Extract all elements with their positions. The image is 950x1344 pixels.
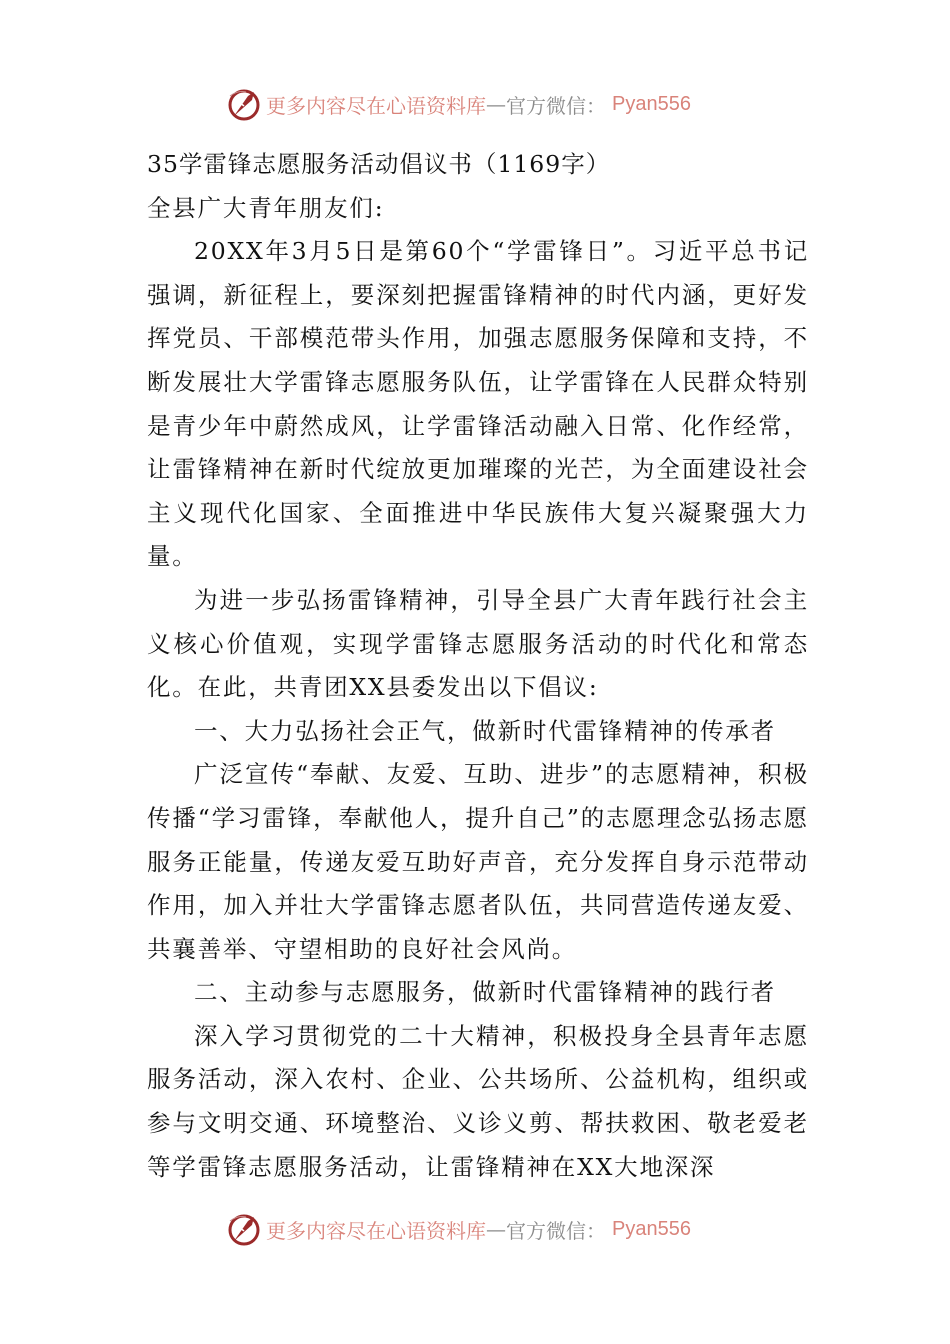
section-heading-1: 一、大力弘扬社会正气，做新时代雷锋精神的传承者 [194,716,776,745]
watermark-label: 官方微信： [506,93,606,118]
document-title: 35学雷锋志愿服务活动倡议书（1169字） [147,150,611,178]
paragraph-proposal: 为进一步弘扬雷锋精神，引导全县广大青年践行社会主义核心价值观，实现学雷锋志愿服务活动的时代化和常态化。在此，共青团XX县委发出以下倡议: [147,585,809,702]
watermark-wechat-id: Pyan556 [612,1217,691,1240]
salutation: 全县广大青年朋友们: [147,193,385,222]
quill-pen-logo-icon [226,86,262,122]
header-watermark [226,84,726,124]
paragraph-intro: 20XX年3月5日是第60个“学雷锋日”。习近平总书记强调，新征程上，要深刻把握雷锋精神的时代内涵，更好发挥党员、干部模范带头作用，加强志愿服务保障和支持，不断发展壮大学雷锋志愿服务队伍，让学雷锋在人民群众特别是青少年中蔚然成风，让学雷锋活动融入日常、化作经常，让雷锋精神在新时代绽放更加璀璨的光芒，为全面建设社会主义现代化国家、全面推进中华民族伟大复兴凝聚强大力量。 [147,237,809,571]
watermark-label: 官方微信： [506,1218,606,1243]
section-heading-2: 二、主动参与志愿服务，做新时代雷锋精神的践行者 [194,978,776,1007]
watermark-main-text: 更多内容尽在心语资料库 [266,93,486,118]
watermark-wechat-id: Pyan556 [612,92,691,115]
footer-watermark [226,1209,726,1249]
quill-pen-logo-icon [226,1211,262,1247]
watermark-main-text: 更多内容尽在心语资料库 [266,1218,486,1243]
document-body [147,143,809,1189]
paragraph-section-2: 深入学习贯彻党的二十大精神，积极投身全县青年志愿服务活动，深入农村、企业、公共场所、公益机构，组织或参与文明交通、环境整治、义诊义剪、帮扶救困、敬老爱老等学雷锋志愿服务活动，让雷锋精神在XX大地深深 [147,1021,809,1181]
paragraph-section-1: 广泛宣传“奉献、友爱、互助、进步”的志愿精神，积极传播“学习雷锋，奉献他人，提升自己”的志愿理念弘扬志愿服务正能量，传递友爱互助好声音，充分发挥自身示范带动作用，加入并壮大学雷锋志愿者队伍，共同营造传递友爱、共襄善举、守望相助的良好社会风尚。 [147,760,809,963]
watermark-dash: — [486,92,506,116]
watermark-dash: — [486,1217,506,1241]
